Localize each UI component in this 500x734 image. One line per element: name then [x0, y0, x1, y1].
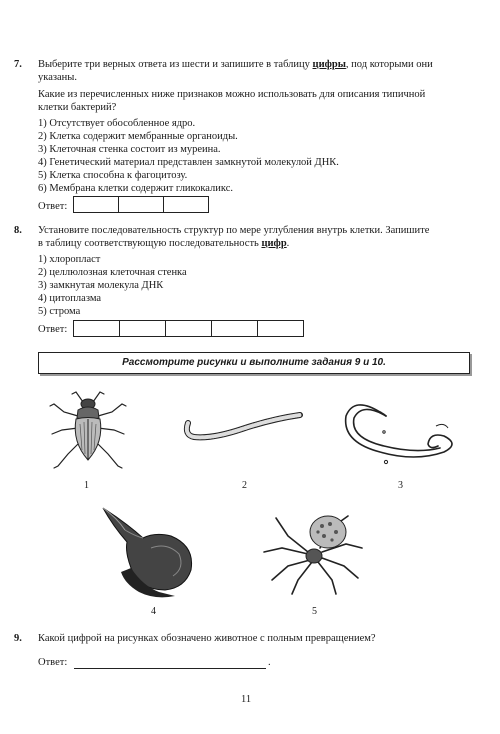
answer-cell[interactable]	[165, 320, 212, 337]
question-7-answer-label: Ответ:	[38, 201, 68, 212]
q7-text-b: , под которыми они	[345, 59, 433, 70]
q7-keyword: цифры	[312, 59, 346, 70]
figure-3-label: 3	[398, 480, 403, 491]
question-9-answer-label: Ответ:	[38, 657, 68, 668]
figure-2-label: 2	[242, 480, 247, 491]
answer-cell[interactable]	[73, 196, 119, 213]
spider-figure	[258, 496, 368, 596]
answer-cell[interactable]	[119, 320, 166, 337]
q8-keyword: цифр	[261, 238, 287, 249]
question-7-option-1: 1) Отсутствует обособленное ядро.	[38, 118, 196, 129]
answer-cell[interactable]	[211, 320, 258, 337]
question-7-option-4: 4) Генетический материал представлен замкнутой молекулой ДНК.	[38, 157, 339, 168]
beetle-figure	[38, 384, 138, 474]
instruction-banner: Рассмотрите рисунки и выполните задания 9 и 10.	[38, 352, 470, 374]
question-7-option-2: 2) Клетка содержит мембранные органоиды.	[38, 131, 238, 142]
q7-text-a: Выберите три верных ответа из шести и запишите в таблицу	[38, 59, 313, 70]
question-8-prompt-line-1: Установите последовательность структур по мере углубления внутрь клетки. Запишите	[38, 225, 430, 236]
question-8-option-1: 1) хлоропласт	[38, 254, 101, 265]
question-7-prompt-line-2: указаны.	[38, 72, 77, 83]
question-9-answer-period: .	[268, 657, 271, 668]
q8-text-a: в таблицу соответствующую последовательность	[38, 238, 262, 249]
page-number: 11	[241, 694, 252, 705]
question-7-number: 7.	[14, 59, 22, 70]
question-7-subquestion-line-1: Какие из перечисленных ниже признаков можно использовать для описания типичной	[38, 89, 426, 100]
figure-1-label: 1	[84, 480, 89, 491]
answer-cell[interactable]	[118, 196, 164, 213]
earthworm-figure	[182, 405, 307, 445]
question-7-answer-table[interactable]	[74, 196, 209, 213]
question-8-prompt-line-2	[38, 238, 289, 249]
question-7-option-6: 6) Мембрана клетки содержит гликокаликс.	[38, 183, 234, 194]
question-7-prompt-line-1	[38, 59, 433, 70]
question-9-answer-field[interactable]	[74, 656, 266, 669]
question-9-number: 9.	[14, 633, 22, 644]
q8-text-b: .	[286, 238, 290, 249]
answer-cell[interactable]	[73, 320, 120, 337]
question-9-prompt: Какой цифрой на рисунках обозначено животное с полным превращением?	[38, 633, 376, 644]
figure-4-label: 4	[151, 606, 156, 617]
question-8-answer-label: Ответ:	[38, 324, 68, 335]
answer-cell[interactable]	[257, 320, 304, 337]
question-8-number: 8.	[14, 225, 22, 236]
roundworm-figure	[340, 392, 465, 472]
question-8-option-4: 4) цитоплазма	[38, 293, 102, 304]
answer-cell[interactable]	[163, 196, 209, 213]
question-8-option-3: 3) замкнутая молекула ДНК	[38, 280, 164, 291]
question-7-option-5: 5) Клетка способна к фагоцитозу.	[38, 170, 188, 181]
question-7-option-3: 3) Клеточная стенка состоит из муреина.	[38, 144, 221, 155]
question-8-option-2: 2) целлюлозная клеточная стенка	[38, 267, 187, 278]
question-7-subquestion-line-2: клетки бактерий?	[38, 102, 117, 113]
question-8-option-5: 5) строма	[38, 306, 81, 317]
question-8-answer-table[interactable]	[74, 320, 304, 337]
figure-5-label: 5	[312, 606, 317, 617]
snail-figure	[95, 502, 205, 600]
